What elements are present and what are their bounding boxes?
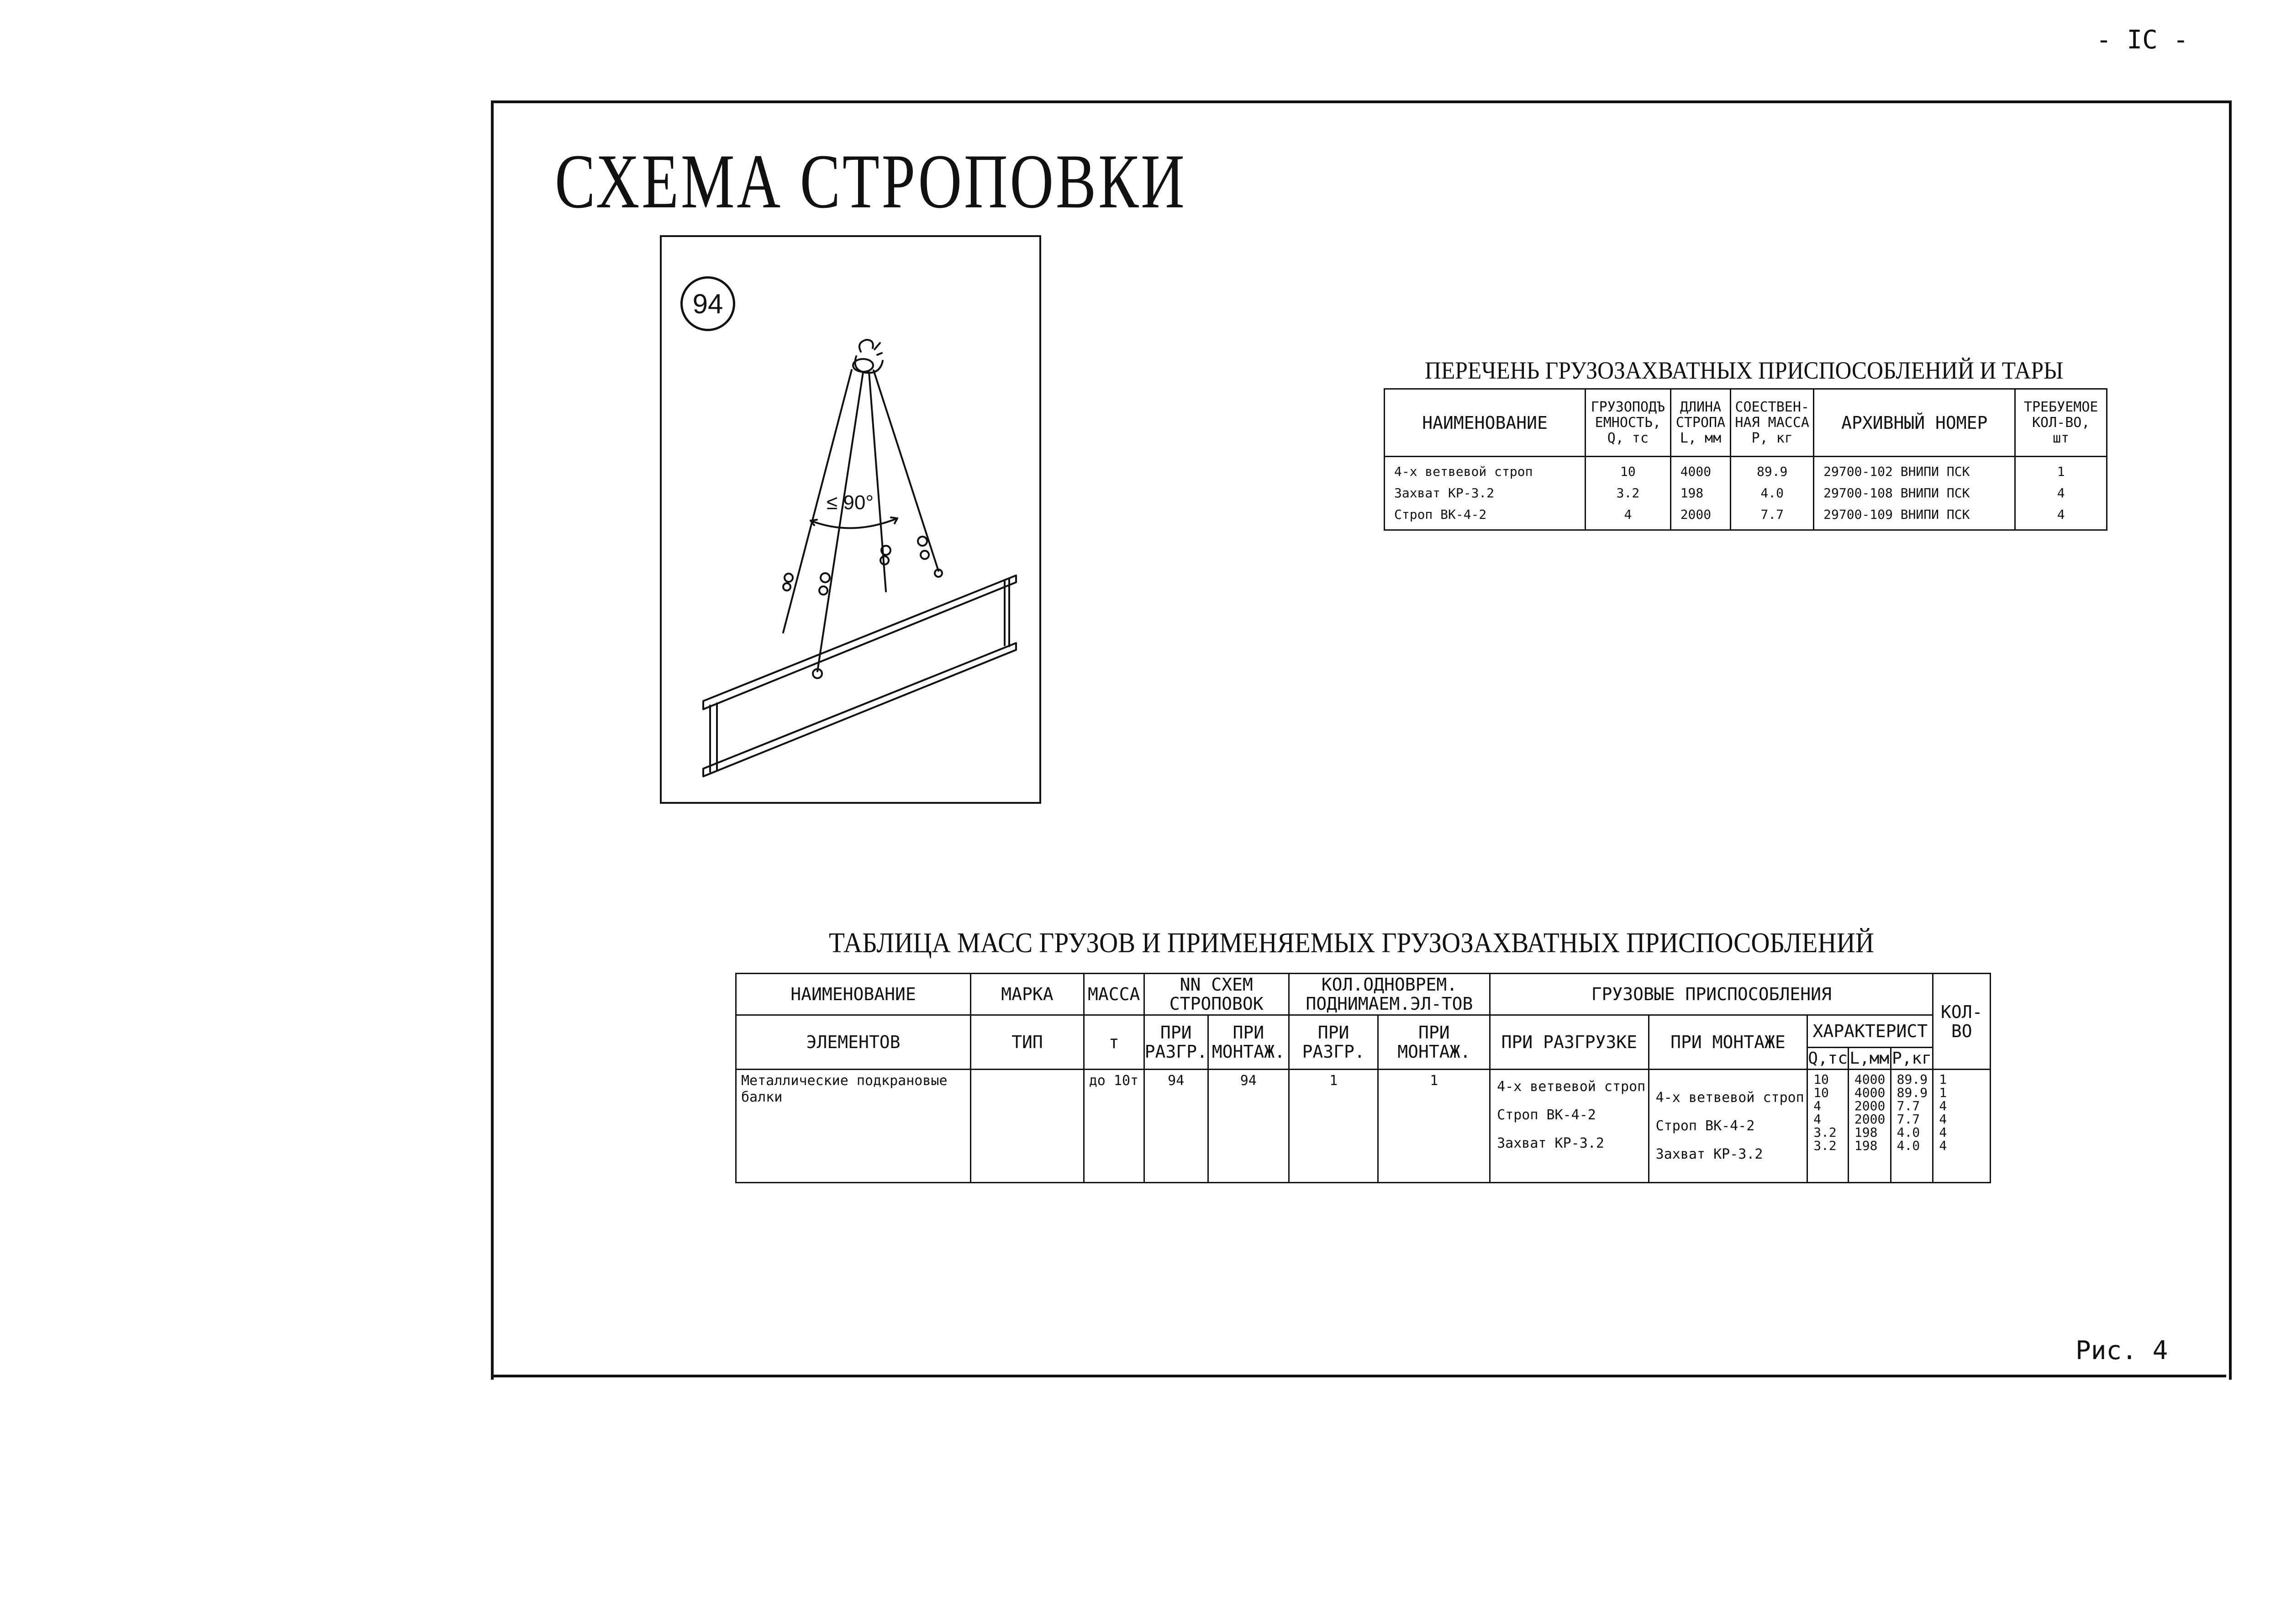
drawing-frame-bottom	[491, 1375, 2226, 1377]
mass-cell-mass: до 10т	[1084, 1070, 1144, 1183]
crane-hook-icon	[853, 340, 883, 373]
mass-cell-char-p: 89.9 89.9 7.7 7.7 4.0 4.0	[1891, 1070, 1933, 1183]
list-col-qty: 1 4 4	[2015, 457, 2107, 530]
page-title: СХЕМА СТРОПОВКИ	[555, 138, 1187, 224]
list-header-name: НАИМЕНОВАНИЕ	[1385, 389, 1586, 457]
mass-header-mark-top: МАРКА	[971, 974, 1084, 1015]
mass-header-mass-top: МАССА	[1084, 974, 1144, 1015]
list-col-length: 4000 198 2000	[1670, 457, 1731, 530]
list-col-archive: 29700-102 ВНИПИ ПСК 29700-108 ВНИПИ ПСК 29700-109 ВНИПИ ПСК	[1814, 457, 2015, 530]
list-col-name	[1385, 457, 1586, 530]
list-header-mass: СОЕСТВЕН- НАЯ МАССА P, кг	[1731, 389, 1814, 457]
mass-header-count-unload: ПРИ РАЗГР.	[1289, 1015, 1378, 1070]
mass-header-count-mount: ПРИ МОНТАЖ.	[1378, 1015, 1490, 1070]
list-item-name: Захват КР-3.2	[1394, 485, 1495, 501]
list-header-archive: АРХИВНЫЙ НОМЕР	[1814, 389, 2015, 457]
rigging-illustration	[660, 235, 1041, 804]
mass-header-char-q: Q,тс	[1807, 1048, 1849, 1070]
mass-header-name-top: НАИМЕНОВАНИЕ	[736, 974, 971, 1015]
mass-header-mark-bottom: ТИП	[971, 1015, 1084, 1070]
mass-header-mass-bottom: т	[1084, 1015, 1144, 1070]
mass-header-schemes-unload: ПРИ РАЗГР.	[1144, 1015, 1208, 1070]
mass-header-devices: ГРУЗОВЫЕ ПРИСПОСОБЛЕНИЯ	[1490, 974, 1933, 1015]
mass-header-char-p: P,кг	[1891, 1048, 1933, 1070]
list-item-name: Строп ВК-4-2	[1394, 507, 1487, 522]
list-header-qty: ТРЕБУЕМОЕ КОЛ-ВО, шт	[2015, 389, 2107, 457]
mass-cell-devices-unload: 4-х ветвевой строп Строп ВК-4-2 Захват КР-3.2	[1490, 1070, 1649, 1183]
list-item-name: 4-х ветвевой строп	[1394, 464, 1533, 479]
plate-clamp-icons	[783, 537, 942, 678]
mass-cell-count-unload: 1	[1289, 1070, 1378, 1183]
sling-angle-label: ≤ 90°	[827, 491, 874, 514]
mass-table-title: ТАБЛИЦА МАСС ГРУЗОВ И ПРИМЕНЯЕМЫХ ГРУЗОЗАХВАТНЫХ ПРИСПОСОБЛЕНИЙ	[829, 928, 1874, 959]
equipment-list-table	[1384, 388, 2107, 531]
mass-cell-devices-mount: 4-х ветвевой строп Строп ВК-4-2 Захват КР-3.2	[1649, 1070, 1807, 1183]
mass-header-characteristics: ХАРАКТЕРИСТ	[1807, 1015, 1933, 1048]
mass-cell-char-q: 10 10 4 4 3.2 3.2	[1807, 1070, 1849, 1183]
mass-cell-count-mount: 1	[1378, 1070, 1490, 1183]
mass-header-char-l: L,мм	[1848, 1048, 1891, 1070]
mass-header-qty: КОЛ- ВО	[1933, 974, 1991, 1070]
page-number: - IC -	[2096, 25, 2189, 55]
list-col-mass: 89.9 4.0 7.7	[1731, 457, 1814, 530]
equipment-list-title: ПЕРЕЧЕНЬ ГРУЗОЗАХВАТНЫХ ПРИСПОСОБЛЕНИЙ И ТАРЫ	[1425, 357, 2064, 384]
list-col-capacity: 10 3.2 4	[1586, 457, 1671, 530]
mass-header-schemes: NN СХЕМ СТРОПОВОК	[1144, 974, 1289, 1015]
sling-legs	[783, 370, 938, 671]
mass-cell-mark	[971, 1070, 1084, 1183]
mass-header-count: КОЛ.ОДНОВРЕМ. ПОДНИМАЕМ.ЭЛ-ТОВ	[1289, 974, 1490, 1015]
mass-cell-name: Металлические подкрановые балки	[736, 1070, 971, 1183]
mass-cell-scheme-unload: 94	[1144, 1070, 1208, 1183]
scheme-number: 94	[692, 288, 723, 319]
i-beam-drawing	[703, 575, 1016, 776]
list-header-capacity: ГРУЗОПОДЪ ЕМНОСТЬ, Q, тс	[1586, 389, 1671, 457]
mass-header-name-bottom: ЭЛЕМЕНТОВ	[736, 1015, 971, 1070]
mass-header-schemes-mount: ПРИ МОНТАЖ.	[1208, 1015, 1289, 1070]
mass-header-devices-mount: ПРИ МОНТАЖЕ	[1649, 1015, 1807, 1070]
list-header-length: ДЛИНА СТРОПА L, мм	[1670, 389, 1731, 457]
mass-header-devices-unload: ПРИ РАЗГРУЗКЕ	[1490, 1015, 1649, 1070]
mass-cell-scheme-mount: 94	[1208, 1070, 1289, 1183]
mass-table	[735, 973, 1991, 1183]
mass-cell-qty: 1 1 4 4 4 4	[1933, 1070, 1991, 1183]
mass-cell-char-l: 4000 4000 2000 2000 198 198	[1848, 1070, 1891, 1183]
figure-label: Рис. 4	[2076, 1336, 2168, 1366]
sling-angle-arc	[811, 518, 897, 528]
